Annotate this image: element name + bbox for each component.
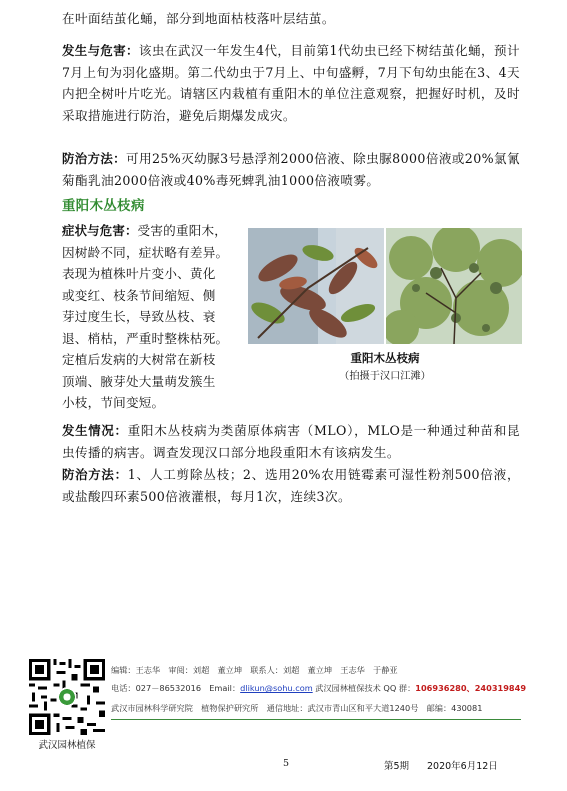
control-paragraph-1 [62,148,520,191]
figure-sub-caption: （拍摄于汉口江滩） [339,371,431,382]
figure-caption: 重阳木丛枝病 [350,351,420,365]
qr-code[interactable] [29,659,105,735]
harm-text: 该虫在武汉一年发生4代，目前第1代幼虫已经下树结茧化蛹，预计7月上旬为羽化盛期。第二代幼虫于7月上、中旬盛孵，7月下旬幼虫能在3、4天内把全树叶片吃光。请辖区内栽植有重阳木的单位注意观察，把握好时机，及时采取措施进行防治，避免后期爆发成灾。 [62,43,521,123]
issue-number: 第5期 [384,761,410,772]
witches-broom-leaves-photo [248,228,384,344]
symptom-line-7: 顶端、腋芽处大量萌发簇生 [62,373,216,389]
control2-text: 1、人工剪除丛枝；2、选用20%农用链霉素可湿性粉剂500倍液，或盐酸四环素500倍液灌根，每月1次，连续3次。 [62,467,520,504]
symptom-line-2: 表现为植株叶片变小、黄化 [62,266,216,281]
footer-qq-label: 武汉园林植保技术 QQ 群： [312,683,416,693]
occurrence-label: 发生情况： [62,423,128,438]
top-continuation-text: 在叶面结茧化蛹，部分到地面枯枝落叶层结茧。 [62,11,335,26]
control-paragraph-2 [62,464,520,507]
occurrence-text: 重阳木丛枝病为类菌原体病害（MLO），MLO是一种通过种苗和昆虫传播的病害。调查发现汉口部分地段重阳木有该病发生。 [62,423,521,460]
symptom-line-0: 受害的重阳木， [137,223,228,238]
harm-label: 发生与危害： [62,43,139,58]
symptom-line-5: 退、梢枯，严重时整株枯死。 [62,330,229,346]
footer-organization: 武汉市园林科学研究院 植物保护研究所 通信地址：武汉市青山区和平大道1240号 邮编：430081 [111,703,483,713]
symptom-line-3: 或变红、枝条节间缩短、侧 [62,287,216,303]
issue-date: 2020年6月12日 [427,761,498,772]
page-number: 5 [283,758,290,769]
symptom-label: 症状与危害： [62,223,138,238]
symptom-line-4: 芽过度生长，导致丛枝、衰 [62,309,216,324]
control2-label: 防治方法： [62,467,128,482]
symptom-line-8: 小枝，节间变短。 [62,395,165,410]
footer-divider [111,719,521,720]
symptom-line-1: 因树龄不同，症状略有差异。 [62,244,229,260]
harm-paragraph [62,40,520,126]
control1-label: 防治方法： [62,151,126,166]
control1-text: 可用25%灭幼脲3号悬浮剂2000倍液、除虫脲8000倍液或20%氯氰菊酯乳油2000倍液或40%毒死蜱乳油1000倍液喷雾。 [62,151,520,188]
section-title: 重阳木丛枝病 [62,199,145,214]
occurrence-paragraph [62,420,520,463]
footer-phone: 电话：027－86532016 Email： [111,683,241,693]
email-link[interactable]: dlikun@sohu.com [240,683,313,693]
qr-code-image [29,659,105,735]
disease-photos [248,228,522,344]
symptom-block [62,220,246,414]
infected-tree-crown-photo [386,228,522,344]
qr-caption: 武汉园林植保 [38,740,96,751]
footer-qq-numbers: 106936280、240319849 [415,683,527,693]
footer-editors: 编辑：王志华 审阅：刘超 董立坤 联系人：刘超 董立坤 王志华 于静亚 [111,665,398,675]
footer-contact [111,683,526,694]
symptom-line-6: 定植后发病的大树常在新枝 [62,352,216,367]
